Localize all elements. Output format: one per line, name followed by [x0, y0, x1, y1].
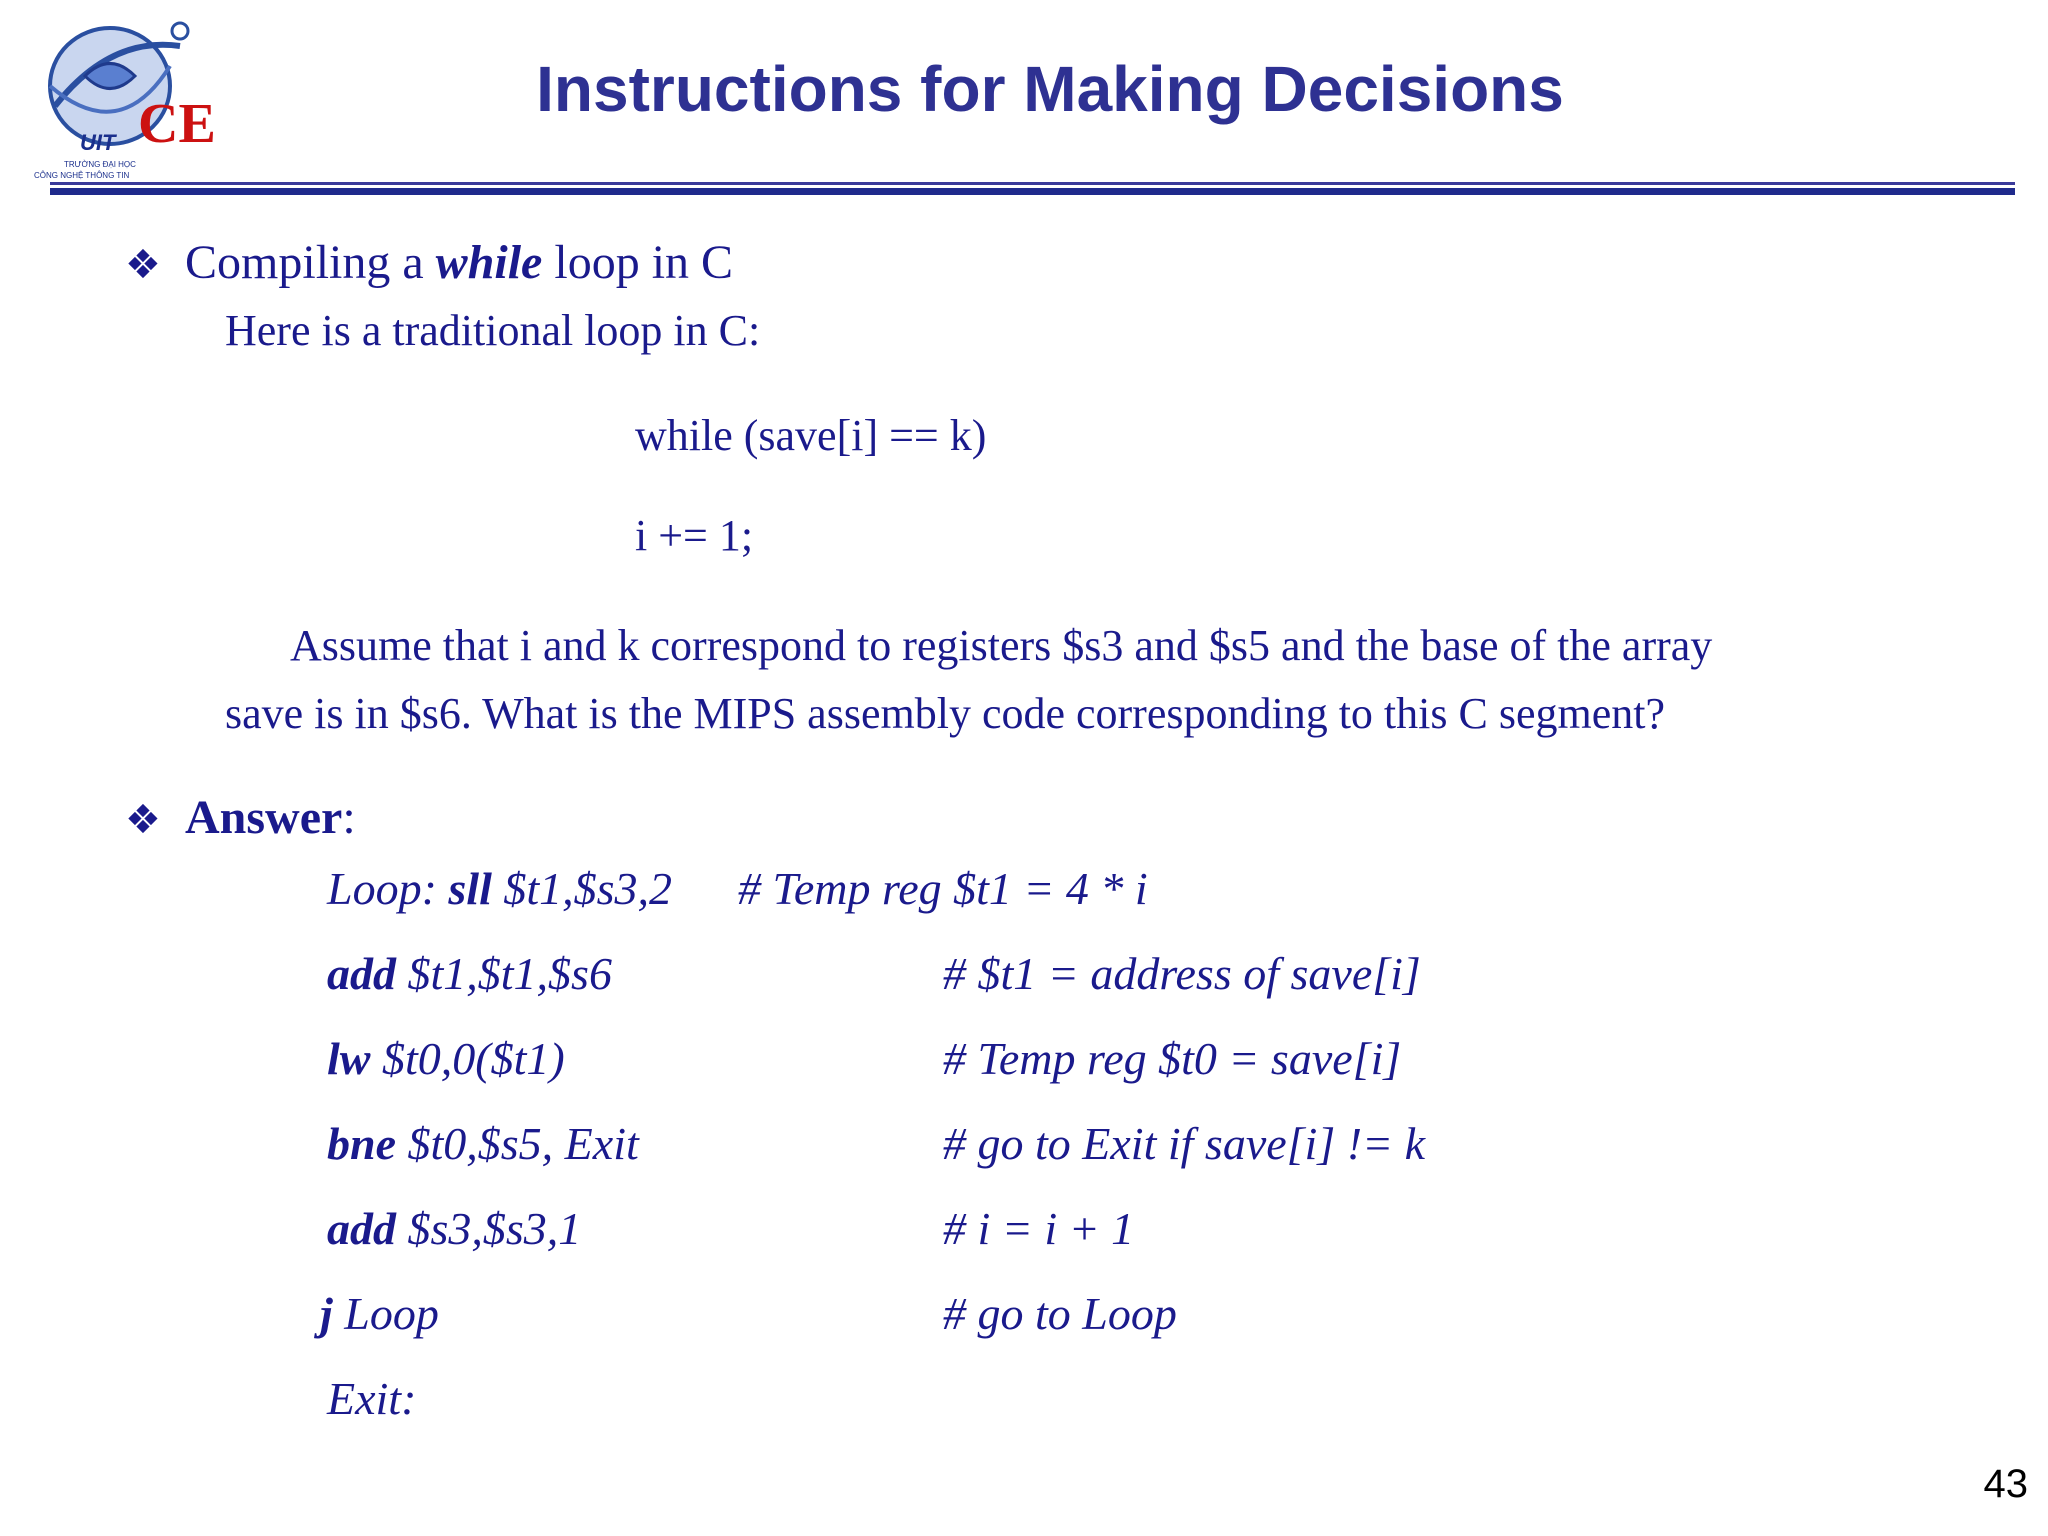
code-op: j	[320, 1288, 333, 1339]
code-args: $t0,$s5, Exit	[396, 1118, 639, 1169]
code-label: Exit:	[327, 1373, 417, 1424]
logo-subtitle-2: CÔNG NGHỆ THÔNG TIN	[34, 171, 130, 180]
logo-subtitle-1: TRƯỜNG ĐẠI HỌC	[64, 160, 136, 169]
code-args: $t0,0($t1)	[370, 1033, 565, 1084]
question-text-post: loop in C	[542, 236, 734, 289]
code-line	[327, 947, 612, 1000]
code-args: $t1,$s3,2	[491, 863, 673, 914]
code-args: $t1,$t1,$s6	[396, 948, 612, 999]
code-line	[327, 1117, 639, 1170]
code-line	[327, 862, 672, 915]
code-comment: # go to Exit if save[i] != k	[943, 1118, 1426, 1169]
answer-label: Answer	[185, 791, 343, 844]
page-number: 43	[1983, 1462, 2028, 1506]
code-comment: # Temp reg $t0 = save[i]	[943, 1033, 1402, 1084]
assumption-line-1: Assume that i and k correspond to registers $s3 and $s5 and the base of the array	[290, 621, 1713, 670]
diamond-bullet-icon: ❖	[125, 242, 161, 288]
answer-colon: :	[342, 791, 356, 844]
slide-title: Instructions for Making Decisions	[536, 53, 1564, 125]
question-text-pre: Compiling a	[185, 236, 436, 289]
code-op: add	[327, 1203, 396, 1254]
code-comment: # i = i + 1	[943, 1203, 1135, 1254]
code-op: bne	[327, 1118, 396, 1169]
question-bullet	[125, 235, 733, 290]
code-op: lw	[327, 1033, 371, 1084]
question-keyword: while	[435, 236, 543, 289]
code-op: sll	[448, 863, 492, 914]
question-intro: Here is a traditional loop in C:	[225, 306, 761, 355]
c-code-line-2: i += 1;	[635, 511, 754, 560]
answer-bullet	[125, 790, 356, 845]
assumption-line-2: save is in $s6. What is the MIPS assembly code corresponding to this C segment?	[225, 689, 1666, 738]
title-divider-thick	[50, 188, 2015, 195]
title-divider-thin	[50, 182, 2015, 185]
code-comment: # $t1 = address of save[i]	[943, 948, 1421, 999]
code-args: Loop	[332, 1288, 439, 1339]
code-label: Loop:	[327, 863, 449, 914]
code-line	[327, 1202, 581, 1255]
logo-ce-text: CE	[138, 93, 216, 155]
diamond-bullet-icon: ❖	[125, 797, 161, 843]
code-op: add	[327, 948, 396, 999]
code-comment: # go to Loop	[943, 1288, 1177, 1339]
code-line	[320, 1287, 439, 1340]
code-args: $s3,$s3,1	[396, 1203, 582, 1254]
logo-uit-text: UIT	[80, 130, 116, 155]
code-line	[327, 1032, 565, 1085]
code-comment: # Temp reg $t1 = 4 * i	[738, 863, 1148, 914]
c-code-line-1: while (save[i] == k)	[635, 411, 987, 460]
code-line	[327, 1372, 416, 1425]
